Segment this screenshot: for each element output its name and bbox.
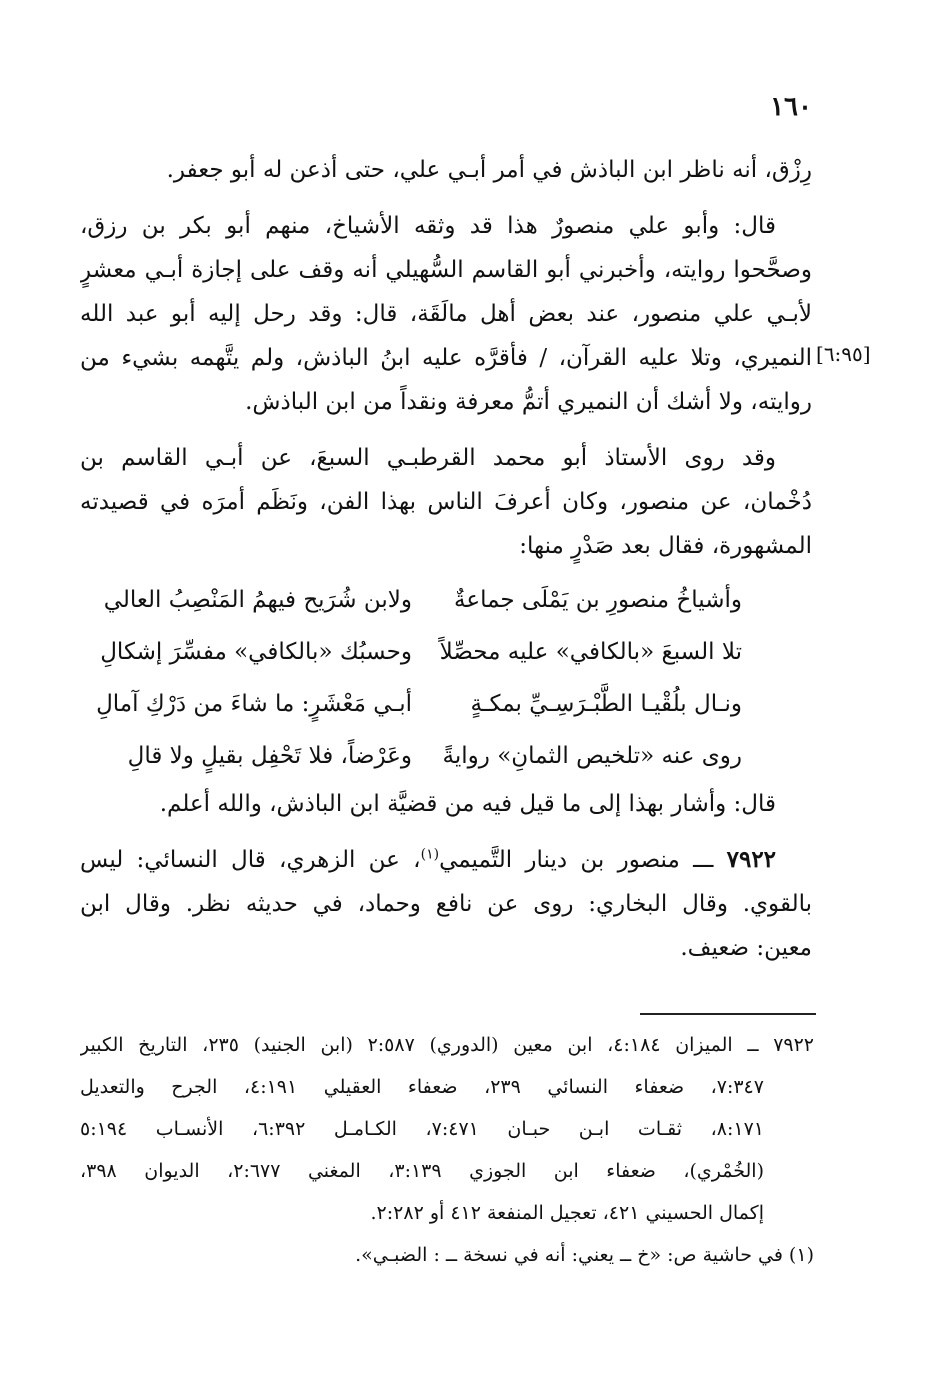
text-line: رِزْق، أنه ناظر ابن الباذش في أمر أبـي علي، حتى أذعن له أبو جعفر. [166, 157, 812, 183]
entry-number: ٧٩٢٢ [726, 846, 777, 873]
text-line: معين: ضعيف. [680, 935, 812, 961]
text-line: قال: وأبو علي منصورٌ هذا قد وثقه الأشياخ، منهم أبو بكر بن رزق، [80, 213, 776, 239]
hemistich-second: وعَرْضاً، فلا تَحْفِل بقيلٍ ولا قالِ [127, 743, 412, 769]
entry-first-line [80, 838, 812, 882]
text-line: المشهورة، فقال بعد صَدْرٍ منها: [519, 533, 812, 559]
entry-dash: ـــ [693, 847, 714, 873]
footnote-line: (الخُمْري)، ضعفاء ابن الجوزي ٣:١٣٩، المغني ٢:٦٧٧، الديوان ٣٩٨، [80, 1160, 764, 1182]
paragraph [80, 436, 812, 568]
margin-reference: [٦:٩٥] [816, 342, 871, 366]
hemistich-second: وحسبُك «بالكافي» مفسِّرَ إشكالِ [100, 639, 412, 665]
hemistich-second: ولابن شُرَيح فيهمُ المَنْصِبُ العالي [103, 587, 412, 613]
main-text [80, 148, 812, 970]
hemistich-second: أبـي مَعْشَرٍ: ما شاءَ من دَرْكِ آمالِ [96, 691, 412, 717]
entry-head: منصور بن دينار التَّميمي [439, 847, 680, 873]
page-number: ١٦٠ [770, 92, 812, 122]
footnote-line: إكمال الحسيني ٤٢١، تعجيل المنفعة ٤١٢ أو ٢:٢٨٢. [370, 1202, 764, 1224]
hemistich-first: تلا السبعَ «بالكافي» عليه محصِّلاً [439, 639, 742, 665]
footnote-line: ٧٩٢٢ ــ الميزان ٤:١٨٤، ابن معين (الدوري) ٢:٥٨٧ (ابن الجنيد) ٢٣٥، التاريخ الكبير [80, 1034, 814, 1056]
footnote-divider [640, 1013, 816, 1015]
poem [80, 574, 812, 782]
poem-verse [80, 626, 812, 678]
footnote-note-1: (١) في حاشية ص: «خ ــ يعني: أنه في نسخة ــ : الضبـي». [355, 1244, 814, 1266]
text-line: دُخْمان، عن منصور، وكان أعرفَ الناس بهذا الفن، ونَظَم أمرَه في قصيدته [80, 489, 812, 515]
poem-verse [80, 730, 812, 782]
text-line: وصحَّحوا روايته، وأخبرني أبو القاسم السُّهيلي أنه وقف على إجازة أبـي معشرٍ [80, 257, 812, 283]
poem-verse [80, 678, 812, 730]
entry-text: ، عن الزهري، قال النسائي: ليس [80, 847, 421, 873]
footnotes [80, 1024, 814, 1276]
hemistich-first: روى عنه «تلخيص الثمانِ» روايةً [442, 743, 742, 769]
footnote-marker: (١) [420, 846, 440, 863]
text-line: قال: وأشار بهذا إلى ما قيل فيه من قضيَّة ابن الباذش، والله أعلم. [159, 791, 776, 817]
text-line: روايته، ولا أشك أن النميري أتمُّ معرفة ونقداً من ابن الباذش. [245, 389, 812, 415]
hemistich-first: ونـال بلُقْيـا الطَّبْـرَسِـيِّ بمكـةٍ [470, 691, 742, 717]
poem-verse [80, 574, 812, 626]
footnote-line: ٨:١٧١، ثقـات ابـن حبـان ٧:٤٧١، الكـامـل ٦:٣٩٢، الأنسـاب ٥:١٩٤ [80, 1118, 765, 1140]
hemistich-first: وأشياخُ منصورِ بن يَمْلَى جماعةٌ [454, 587, 742, 613]
paragraph [80, 204, 812, 424]
footnote-line: ٧:٣٤٧، ضعفاء النسائي ٢٣٩، ضعفاء العقيلي ٤:١٩١، الجرح والتعديل [80, 1076, 764, 1098]
text-line: النميري، وتلا عليه القرآن، / فأقرَّه عليه ابنُ الباذش، ولم يتَّهمه بشيء من [80, 345, 812, 371]
text-line: بالقوي. وقال البخاري: روى عن نافع وحماد، في حديثه نظر. وقال ابن [80, 891, 812, 917]
biography-entry [80, 838, 812, 970]
text-line: لأبـي علي منصور، عند بعض أهل مالَقَة، قال: وقد رحل إليه أبو عبد الله [80, 301, 812, 327]
text-line: وقد روى الأستاذ أبو محمد القرطبـي السبعَ، عن أبـي القاسم بن [80, 445, 776, 471]
